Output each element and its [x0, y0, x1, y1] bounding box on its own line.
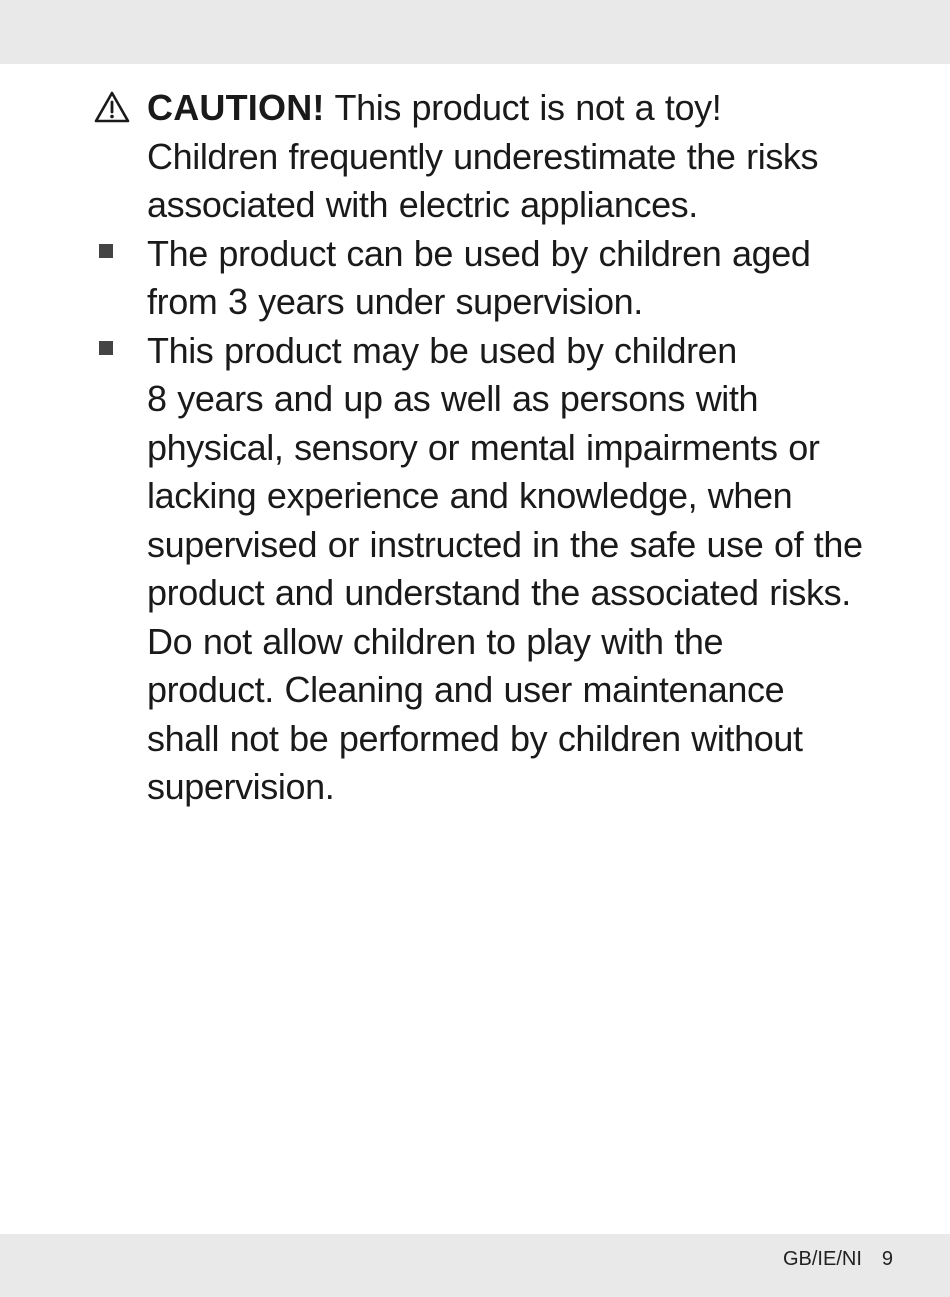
bullet-line: 8 years and up as well as persons with	[147, 378, 759, 419]
page-footer	[783, 1244, 893, 1274]
caution-line: Children frequently underestimate the risks	[147, 135, 819, 177]
header-band	[0, 0, 950, 64]
square-bullet-icon	[93, 327, 133, 375]
bullet-line: lacking experience and knowledge, when	[147, 475, 793, 516]
square-bullet-icon	[93, 230, 133, 278]
bullet-line: product. Cleaning and user maintenance	[147, 669, 785, 710]
region-label: GB/IE/NI	[782, 1248, 862, 1270]
bullet-item-persons-supervision	[0, 327, 950, 812]
caution-line: associated with electric appliances.	[147, 184, 698, 225]
caution-text: This product is not a toy!	[324, 87, 722, 128]
bullet-line: The product can be used by children aged	[147, 232, 811, 274]
bullet-line: product and understand the associated risks.	[147, 572, 851, 613]
bullet-line: physical, sensory or mental impairments or	[147, 426, 820, 468]
bullet-line: Do not allow children to play with the	[147, 620, 724, 662]
bullet-line: shall not be performed by children without	[147, 717, 803, 759]
safety-instructions	[0, 84, 950, 812]
caution-label: CAUTION!	[147, 87, 325, 128]
bullet-line: from 3 years under supervision.	[147, 281, 643, 322]
bullet-line: supervision.	[147, 766, 335, 807]
bullet-item-children-age	[0, 230, 950, 327]
warning-triangle-icon	[93, 84, 133, 132]
caution-line-1	[147, 84, 890, 133]
bullet-line: This product may be used by children	[147, 329, 737, 371]
bullet-line: supervised or instructed in the safe use of the	[147, 523, 863, 565]
page-number: 9	[881, 1248, 893, 1270]
caution-paragraph	[0, 84, 950, 230]
